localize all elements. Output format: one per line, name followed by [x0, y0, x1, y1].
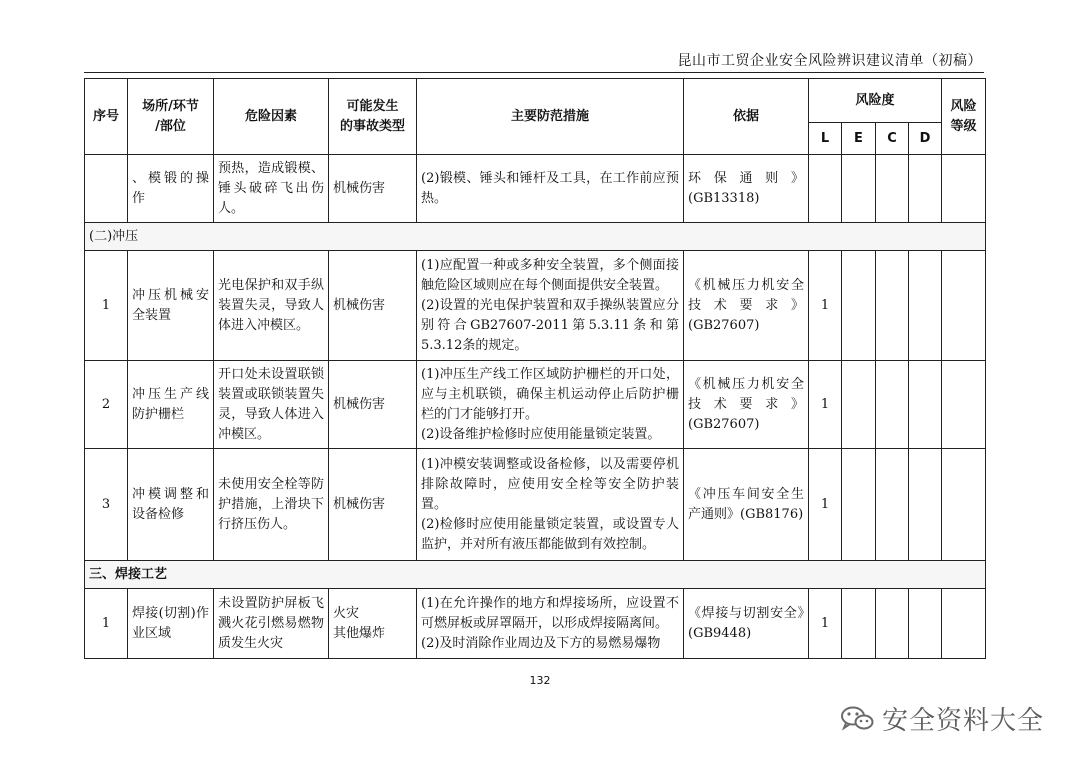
document-header-title: 昆山市工贸企业安全风险辨识建议清单（初稿） [677, 53, 982, 69]
cell-C [876, 251, 909, 361]
col-header-hazard: 危险因素 [214, 79, 329, 155]
cell-hazard: 未使用安全栓等防护措施，上滑块下行挤压伤人。 [214, 449, 329, 561]
watermark [840, 700, 1044, 737]
col-header-place: 场所/环节 /部位 [128, 79, 214, 155]
cell-C [876, 361, 909, 449]
col-header-no: 序号 [85, 79, 128, 155]
col-header-measures: 主要防范措施 [417, 79, 684, 155]
section-title: (二)冲压 [85, 223, 986, 251]
table-row [85, 361, 986, 449]
col-header-risk-level: 风险 等级 [942, 79, 986, 155]
cell-measures: (1)应配置一种或多种安全装置，多个侧面接触危险区域则应在每个侧面提供安全装置。 (2)设置的光电保护装置和双手操纵装置应分别符合GB27607-2011第5.3.11条和第5.3.12条的规定。 [417, 251, 684, 361]
cell-L: 1 [809, 251, 842, 361]
cell-L: 1 [809, 361, 842, 449]
cell-basis: 环 保 通 则 》(GB13318) [684, 155, 809, 223]
col-header-L: L [809, 123, 842, 155]
cell-place: 冲压机械安全装置 [128, 251, 214, 361]
section-row [85, 561, 986, 589]
cell-level [942, 251, 986, 361]
cell-no: 1 [85, 589, 128, 659]
cell-no [85, 155, 128, 223]
cell-level [942, 155, 986, 223]
cell-D [909, 251, 942, 361]
cell-E [842, 449, 876, 561]
col-header-D: D [909, 123, 942, 155]
section-title: 三、焊接工艺 [85, 561, 986, 589]
cell-hazard: 未设置防护屏板飞溅火花引燃易燃物质发生火灾 [214, 589, 329, 659]
cell-L: 1 [809, 449, 842, 561]
cell-measures: (2)锻模、锤头和锤杆及工具，在工作前应预热。 [417, 155, 684, 223]
header-rule [84, 72, 984, 73]
cell-no: 1 [85, 251, 128, 361]
cell-L [809, 155, 842, 223]
table-row [85, 449, 986, 561]
section-row [85, 223, 986, 251]
watermark-text: 安全资料大全 [881, 706, 1044, 736]
col-header-basis: 依据 [684, 79, 809, 155]
col-header-risk-degree: 风险度 [809, 79, 942, 123]
cell-no: 2 [85, 361, 128, 449]
cell-no: 3 [85, 449, 128, 561]
col-header-E: E [842, 123, 876, 155]
cell-D [909, 589, 942, 659]
cell-accident: 机械伤害 [329, 449, 417, 561]
cell-accident: 机械伤害 [329, 251, 417, 361]
wechat-icon [840, 706, 874, 732]
cell-accident: 机械伤害 [329, 361, 417, 449]
cell-C [876, 155, 909, 223]
cell-place: 焊接(切割)作业区域 [128, 589, 214, 659]
cell-accident: 机械伤害 [329, 155, 417, 223]
cell-C [876, 589, 909, 659]
cell-hazard: 开口处未设置联锁装置或联锁装置失灵，导致人体进入冲模区。 [214, 361, 329, 449]
page-number: 132 [529, 674, 551, 687]
table-row [85, 589, 986, 659]
cell-basis: 《机械压力机安全技 术 要 求 》(GB27607) [684, 361, 809, 449]
cell-D [909, 155, 942, 223]
cell-E [842, 251, 876, 361]
cell-measures: (1)在允许操作的地方和焊接场所，应设置不可燃屏板或屏罩隔开，以形成焊接隔离间。 (2)及时消除作业周边及下方的易燃易爆物 [417, 589, 684, 659]
cell-E [842, 155, 876, 223]
cell-place: 冲压生产线防护栅栏 [128, 361, 214, 449]
col-header-accident: 可能发生 的事故类型 [329, 79, 417, 155]
cell-level [942, 589, 986, 659]
table-row [85, 155, 986, 223]
cell-basis: 《机械压力机安全技 术 要 求 》(GB27607) [684, 251, 809, 361]
cell-place: 冲模调整和设备检修 [128, 449, 214, 561]
cell-hazard: 光电保护和双手纵装置失灵，导致人体进入冲模区。 [214, 251, 329, 361]
cell-basis: 《焊接与切割安全》(GB9448) [684, 589, 809, 659]
table-row [85, 251, 986, 361]
cell-level [942, 361, 986, 449]
cell-L: 1 [809, 589, 842, 659]
cell-basis: 《冲压车间安全生产通则》(GB8176) [684, 449, 809, 561]
cell-D [909, 449, 942, 561]
cell-accident: 火灾 其他爆炸 [329, 589, 417, 659]
cell-measures: (1)冲压生产线工作区域防护栅栏的开口处，应与主机联锁，确保主机运动停止后防护栅栏的门才能够打开。 (2)设备维护检修时应使用能量锁定装置。 [417, 361, 684, 449]
cell-level [942, 449, 986, 561]
cell-D [909, 361, 942, 449]
cell-C [876, 449, 909, 561]
cell-place: 、模锻的操作 [128, 155, 214, 223]
cell-E [842, 589, 876, 659]
cell-measures: (1)冲模安装调整或设备检修，以及需要停机排除故障时，应使用安全栓等安全防护装置。 (2)检修时应使用能量锁定装置，或设置专人监护，并对所有液压都能做到有效控制。 [417, 449, 684, 561]
cell-hazard: 预热，造成锻模、锤头破碎飞出伤人。 [214, 155, 329, 223]
risk-table [84, 78, 986, 659]
cell-E [842, 361, 876, 449]
col-header-C: C [876, 123, 909, 155]
